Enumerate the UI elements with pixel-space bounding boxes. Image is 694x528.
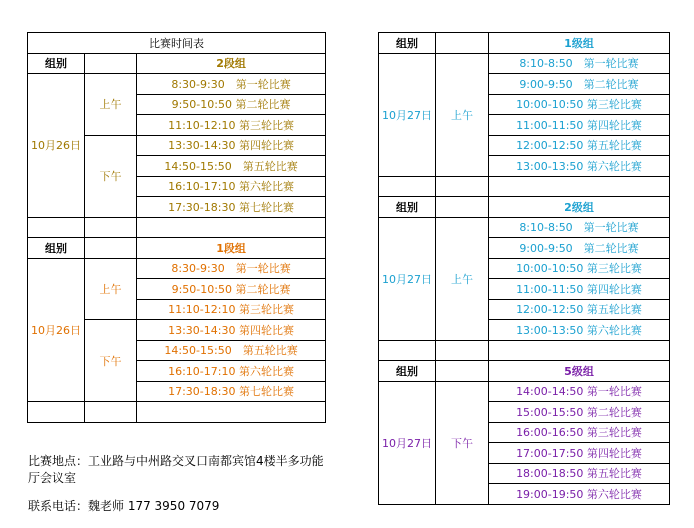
round-cell: 13:30-14:30 第四轮比赛 [137, 135, 326, 156]
empty-cell [436, 361, 489, 382]
spacer-cell [379, 176, 436, 197]
date-cell: 10月27日 [379, 381, 436, 504]
group-header-label: 组别 [28, 53, 85, 74]
contact-phone: 联系电话：魏老师 177 3950 7079 [28, 499, 220, 513]
schedule-table-left [27, 32, 326, 423]
date-cell: 10月26日 [28, 74, 85, 218]
period-afternoon: 下午 [85, 135, 137, 217]
spacer-cell [489, 340, 670, 361]
round-cell: 19:00-19:50 第六轮比赛 [489, 484, 670, 505]
date-cell: 10月27日 [379, 53, 436, 176]
spacer-cell [137, 402, 326, 423]
group-name-1ji: 1级组 [489, 33, 670, 54]
spacer-cell [85, 217, 137, 238]
spacer-cell [137, 217, 326, 238]
round-cell: 11:10-12:10 第三轮比赛 [137, 115, 326, 136]
spacer-cell [489, 176, 670, 197]
group-name-2duan: 2段组 [137, 53, 326, 74]
round-cell: 17:00-17:50 第四轮比赛 [489, 443, 670, 464]
venue-info: 比赛地点：工业路与中州路交叉口南都宾馆4楼半多功能厅会议室 [28, 454, 324, 485]
round-cell: 13:00-13:50 第六轮比赛 [489, 320, 670, 341]
round-cell: 13:30-14:30 第四轮比赛 [137, 320, 326, 341]
spacer-cell [436, 176, 489, 197]
empty-cell [85, 53, 137, 74]
round-cell: 13:00-13:50 第六轮比赛 [489, 156, 670, 177]
schedule-table-right [378, 32, 670, 505]
round-cell: 16:00-16:50 第三轮比赛 [489, 422, 670, 443]
spacer-cell [28, 402, 85, 423]
date-cell: 10月26日 [28, 258, 85, 402]
round-cell: 8:10-8:50 第一轮比赛 [489, 53, 670, 74]
round-cell: 11:00-11:50 第四轮比赛 [489, 115, 670, 136]
round-cell: 8:30-9:30 第一轮比赛 [137, 258, 326, 279]
round-cell: 10:00-10:50 第三轮比赛 [489, 258, 670, 279]
round-cell: 11:00-11:50 第四轮比赛 [489, 279, 670, 300]
spacer-cell [85, 402, 137, 423]
group-header-label: 组别 [379, 33, 436, 54]
round-cell: 12:00-12:50 第五轮比赛 [489, 299, 670, 320]
group-name-2ji: 2级组 [489, 197, 670, 218]
group-header-label: 组别 [379, 197, 436, 218]
round-cell: 14:50-15:50 第五轮比赛 [137, 156, 326, 177]
spacer-cell [436, 340, 489, 361]
round-cell: 8:10-8:50 第一轮比赛 [489, 217, 670, 238]
round-cell: 9:50-10:50 第二轮比赛 [137, 94, 326, 115]
round-cell: 14:00-14:50 第一轮比赛 [489, 381, 670, 402]
group-name-1duan: 1段组 [137, 238, 326, 259]
round-cell: 16:10-17:10 第六轮比赛 [137, 361, 326, 382]
round-cell: 18:00-18:50 第五轮比赛 [489, 463, 670, 484]
round-cell: 15:00-15:50 第二轮比赛 [489, 402, 670, 423]
round-cell: 17:30-18:30 第七轮比赛 [137, 197, 326, 218]
round-cell: 9:00-9:50 第二轮比赛 [489, 74, 670, 95]
period-morning: 上午 [85, 74, 137, 136]
spacer-cell [379, 340, 436, 361]
period-afternoon: 下午 [85, 320, 137, 402]
round-cell: 11:10-12:10 第三轮比赛 [137, 299, 326, 320]
empty-cell [436, 33, 489, 54]
date-cell: 10月27日 [379, 217, 436, 340]
empty-cell [436, 197, 489, 218]
round-cell: 9:50-10:50 第二轮比赛 [137, 279, 326, 300]
round-cell: 8:30-9:30 第一轮比赛 [137, 74, 326, 95]
round-cell: 12:00-12:50 第五轮比赛 [489, 135, 670, 156]
round-cell: 14:50-15:50 第五轮比赛 [137, 340, 326, 361]
period-morning: 上午 [436, 53, 489, 176]
round-cell: 9:00-9:50 第二轮比赛 [489, 238, 670, 259]
empty-cell [85, 238, 137, 259]
period-morning: 上午 [85, 258, 137, 320]
group-name-5ji: 5级组 [489, 361, 670, 382]
round-cell: 16:10-17:10 第六轮比赛 [137, 176, 326, 197]
round-cell: 17:30-18:30 第七轮比赛 [137, 381, 326, 402]
group-header-label: 组别 [28, 238, 85, 259]
period-afternoon: 下午 [436, 381, 489, 504]
group-header-label: 组别 [379, 361, 436, 382]
round-cell: 10:00-10:50 第三轮比赛 [489, 94, 670, 115]
spacer-cell [28, 217, 85, 238]
period-morning: 上午 [436, 217, 489, 340]
schedule-title: 比赛时间表 [28, 33, 326, 54]
